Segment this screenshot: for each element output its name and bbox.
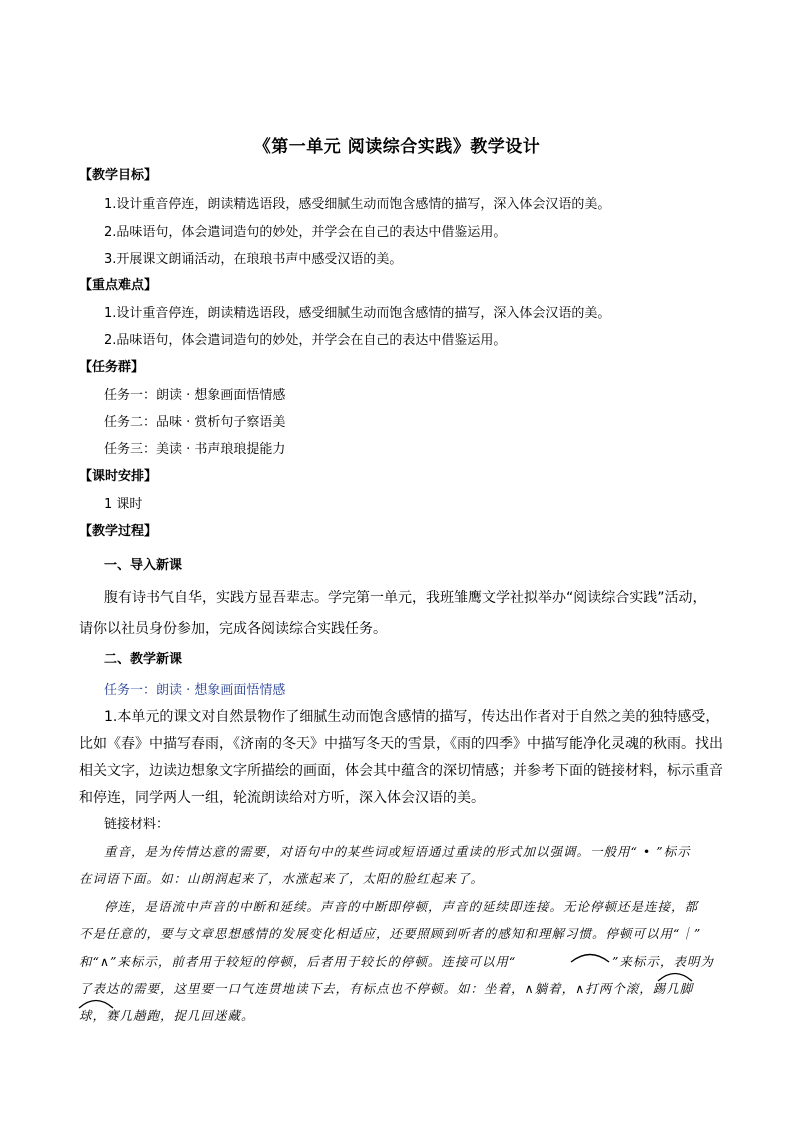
section1-paragraph-line: 请你以社员身份参加，完成各阅读综合实践任务。	[79, 621, 387, 637]
link-material-label: 链接材料：	[104, 817, 170, 832]
material-line: 不是任意的，要与文章思想感情的发展变化相适应，还要照顾到听者的感知和理解习惯。停顿可以用“｜”	[79, 926, 702, 941]
key-point-item: 1.设计重音停连，朗读精选语段，感受细腻生动而饱含感情的描写，深入体会汉语的美。	[104, 306, 611, 321]
material-line: 球，赛几趟跑，捉几回迷藏。	[79, 1008, 255, 1023]
task-item: 任务一：朗读 · 想象画面悟情感	[104, 388, 286, 403]
connection-mark-icon	[655, 969, 695, 983]
schedule-value: 1 课时	[104, 497, 143, 512]
material-line: 重音，是为传情达意的需要，对语句中的某些词或短语通过重读的形式加以强调。一般用“ • ”标示	[104, 844, 691, 859]
section1-paragraph-line: 腹有诗书气自华，实践方显吾辈志。学完第一单元，我班雏鹰文学社拟举办“阅读综合实践”活动，	[104, 590, 707, 606]
task-item: 任务三：美读 · 书声琅琅提能力	[104, 442, 286, 457]
connection-mark-icon	[76, 996, 116, 1010]
key-points-heading: 【重点难点】	[79, 278, 158, 293]
task1-paragraph-line: 和停连，同学两人一组，轮流朗读给对方听，深入体会汉语的美。	[79, 790, 485, 806]
process-heading: 【教学过程】	[79, 524, 158, 539]
objectives-heading: 【教学目标】	[79, 168, 158, 183]
task1-paragraph-line: 相关文字，边读边想象文字所描绘的画面，体会其中蕴含的深切情感；并参考下面的链接材料，标示重音	[79, 763, 723, 779]
document-title: 《第一单元 阅读综合实践》教学设计	[253, 137, 541, 157]
key-point-item: 2.品味语句，体会遣词造句的妙处，并学会在自己的表达中借鉴运用。	[104, 333, 507, 348]
objective-item: 1.设计重音停连，朗读精选语段，感受细腻生动而饱含感情的描写，深入体会汉语的美。	[104, 197, 611, 212]
material-line: 了表达的需要，这里要一口气连贯地读下去，有标点也不停顿。如：坐着，∧躺着，∧打两个滚，踢几脚	[79, 981, 694, 996]
tasks-heading: 【任务群】	[79, 360, 145, 375]
material-line: ”来标示，表明为	[612, 954, 714, 969]
objective-item: 3.开展课文朗诵活动，在琅琅书声中感受汉语的美。	[104, 252, 403, 267]
connection-mark-icon	[568, 950, 612, 964]
section2-heading: 二、教学新课	[104, 652, 183, 667]
material-line: 停连，是语流中声音的中断和延续。声音的中断即停顿，声音的延续即连接。无论停顿还是连接，都	[104, 899, 699, 914]
objective-item: 2.品味语句，体会遣词造句的妙处，并学会在自己的表达中借鉴运用。	[104, 225, 507, 240]
task1-paragraph-line: 1.本单元的课文对自然景物作了细腻生动而饱含感情的描写，传达出作者对于自然之美的独特感受，	[104, 709, 720, 725]
material-line: 和“∧”来标示，前者用于较短的停顿，后者用于较长的停顿。连接可以用“	[79, 954, 517, 969]
section1-heading: 一、导入新课	[104, 558, 183, 573]
material-line: 在词语下面。如：山朗润起来了，水涨起来了，太阳的脸红起来了。	[79, 871, 485, 886]
task-item: 任务二：品味 · 赏析句子察语美	[104, 415, 286, 430]
task1-heading: 任务一：朗读 · 想象画面悟情感	[104, 683, 286, 698]
task1-paragraph-line: 比如《春》中描写春雨，《济南的冬天》中描写冬天的雪景，《雨的四季》中描写能净化灵魂的秋雨。找出	[79, 736, 723, 752]
schedule-heading: 【课时安排】	[79, 469, 158, 484]
